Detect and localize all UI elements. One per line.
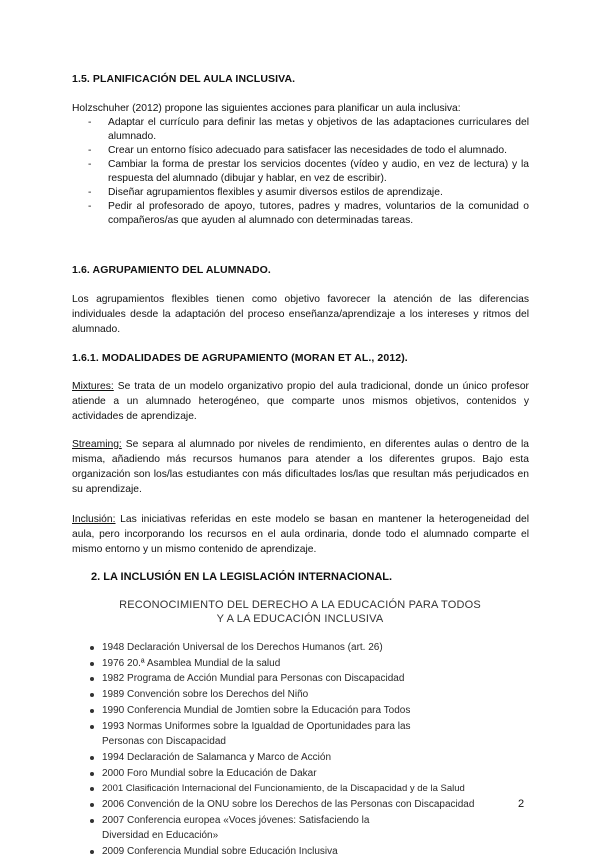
bullet-icon: [90, 850, 94, 854]
page-number: 2: [518, 798, 525, 810]
bullet-icon: [90, 693, 94, 697]
section-2-heading: 2. LA INCLUSIÓN EN LA LEGISLACIÓN INTERNACIONAL.: [91, 571, 393, 583]
list-item: 2009 Conferencia Mundial sobre Educación Inclusiva: [90, 844, 520, 860]
bullet-icon: [90, 662, 94, 666]
inclusion-term: Inclusión:: [72, 514, 116, 525]
legislation-timeline-list: [90, 640, 520, 860]
bullet-icon: [90, 803, 94, 807]
list-item: 2007 Conferencia europea «Voces jóvenes: Satisfaciendo la Diversidad en Educación»: [90, 813, 520, 844]
list-item: 2000 Foro Mundial sobre la Educación de Dakar: [90, 766, 520, 782]
bullet-icon: [90, 725, 94, 729]
bullet-icon: [90, 787, 94, 791]
bullet-icon: [90, 677, 94, 681]
list-item: 1989 Convención sobre los Derechos del Niño: [90, 687, 520, 703]
mixtures-term: Mixtures:: [72, 381, 114, 392]
inclusion-paragraph: Inclusión: Las iniciativas referidas en este modelo se basan en mantener la heterogeneidad del aula, pero incorporando los recursos en el aula ordinaria, donde todo el alumnado comparte el mismo entorno y un mismo contenido de aprendizaje.: [72, 514, 529, 555]
list-item: 1994 Declaración de Salamanca y Marco de Acción: [90, 750, 520, 766]
streaming-term: Streaming:: [72, 439, 122, 450]
list-item: - Crear un entorno físico adecuado para satisfacer las necesidades de todo el alumnado.: [88, 145, 507, 156]
bullet-icon: [90, 772, 94, 776]
list-item: - Adaptar el currículo para definir las metas y objetivos de las adaptaciones curriculares del alumnado.: [88, 117, 529, 142]
bullet-icon: [90, 819, 94, 823]
section-1-5-intro: Holzschuher (2012) propone las siguientes acciones para planificar un aula inclusiva:: [72, 103, 461, 114]
streaming-paragraph: Streaming: Se separa al alumnado por niveles de rendimiento, en diferentes aulas o dentro de la misma, añadiendo más recursos humanos para atender a los diferentes grupos. Bajo esta organización son los/las estudiantes con más dificultades los/las que resultan más perjudicados en su aprendizaje.: [72, 439, 529, 495]
list-item: - Diseñar agrupamientos flexibles y asumir diversos estilos de aprendizaje.: [88, 187, 443, 198]
list-item: 2001 Clasificación Internacional del Funcionamiento, de la Discapacidad y de la Salud: [90, 781, 520, 797]
mixtures-paragraph: Mixtures: Se trata de un modelo organizativo propio del aula tradicional, donde un único profesor atiende a un alumnado heterogéneo, que comparte unos mismos objetivos, contenidos y actividades de aprendizaje.: [72, 381, 529, 422]
list-item: - Cambiar la forma de prestar los servicios docentes (vídeo y audio, en vez de lectura) y la respuesta del alumnado (dibujar y hablar, en vez de escribir).: [88, 159, 529, 184]
figure-title-line-1: RECONOCIMIENTO DEL DERECHO A LA EDUCACIÓN PARA TODOS: [119, 599, 481, 611]
bullet-icon: [90, 646, 94, 650]
list-item: 1990 Conferencia Mundial de Jomtien sobre la Educación para Todos: [90, 703, 520, 719]
section-1-5-heading: 1.5. PLANIFICACIÓN DEL AULA INCLUSIVA.: [72, 73, 296, 85]
planning-actions-list: [88, 116, 529, 228]
list-item: - Pedir al profesorado de apoyo, tutores, padres y madres, voluntarios de la comunidad o compañeros/as que ayuden al alumnado con determinadas tareas.: [88, 201, 529, 226]
bullet-icon: [90, 756, 94, 760]
list-item: 1982 Programa de Acción Mundial para Personas con Discapacidad: [90, 671, 520, 687]
figure-title-line-2: Y A LA EDUCACIÓN INCLUSIVA: [216, 613, 384, 625]
list-item: 1948 Declaración Universal de los Derechos Humanos (art. 26): [90, 640, 520, 656]
list-item: 1976 20.ª Asamblea Mundial de la salud: [90, 656, 520, 672]
section-1-6-paragraph: Los agrupamientos flexibles tienen como objetivo favorecer la atención de las diferencias individuales desde la adaptación del proceso enseñanza/aprendizaje a los intereses y ritmos del alumnado.: [72, 294, 529, 335]
section-1-6-heading: 1.6. AGRUPAMIENTO DEL ALUMNADO.: [72, 264, 271, 276]
list-item: 2006 Convención de la ONU sobre los Derechos de las Personas con Discapacidad: [90, 797, 520, 813]
list-item: 1993 Normas Uniformes sobre la Igualdad de Oportunidades para las Personas con Discapacidad: [90, 719, 520, 750]
section-1-6-1-heading: 1.6.1. MODALIDADES DE AGRUPAMIENTO (MORAN ET AL., 2012).: [72, 352, 408, 364]
bullet-icon: [90, 709, 94, 713]
